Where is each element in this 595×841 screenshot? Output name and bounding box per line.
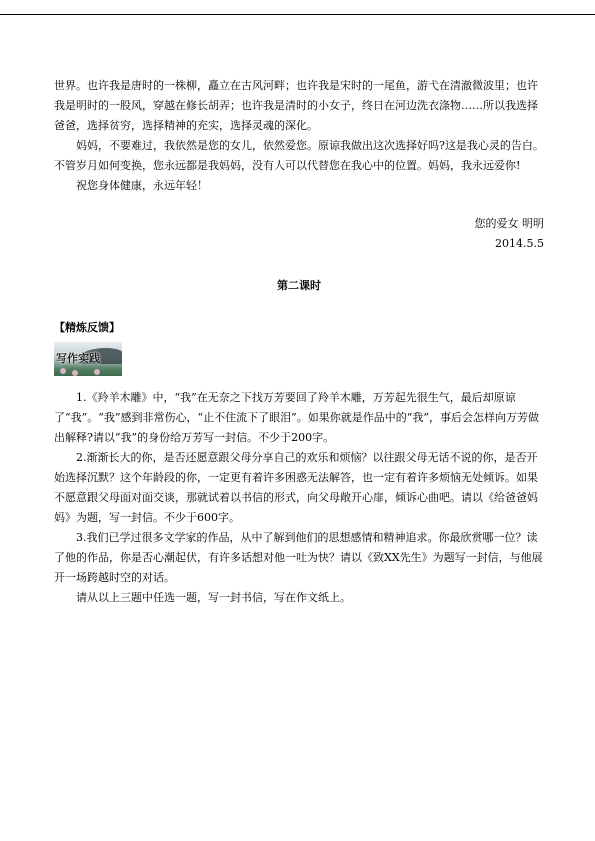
lesson-title: 第二课时: [277, 279, 321, 292]
banner-flower-shape: [94, 369, 100, 375]
writing-practice-banner-image: [54, 342, 122, 376]
banner-flower-shape: [60, 368, 66, 374]
writing-task: 3.我们已学过很多文学家的作品，从中了解到他们的思想感情和精神追求。你最欣赏哪一位？读了他的作品，你是否心潮起伏，有许多话想对他一吐为快？请以《致XX先生》为题写一封信，与他展开一场跨越时空的对话。: [54, 531, 543, 584]
letter-paragraph: 世界。也许我是唐时的一株柳，矗立在古风河畔；也许我是宋时的一尾鱼，游弋在清澈微波里；也许我是明时的一股风，穿越在修长胡弄；也许我是清时的小女子，终日在河边洗衣涤物……所以我选择爸爸，选择贫穷，选择精神的充实，选择灵魂的深化。: [54, 79, 538, 132]
writing-instruction: 请从以上三题中任选一题，写一封书信，写在作文纸上。: [76, 591, 351, 604]
header-rule: [0, 14, 595, 15]
letter-signature: 您的爱女 明明: [474, 217, 544, 230]
writing-task: 1.《羚羊木雕》中，“我”在无奈之下找万芳要回了羚羊木雕，万芳起先很生气，最后却原谅了“我”。“我”感到非常伤心，“止不住流下了眼泪”。如果你就是作品中的“我”，事后会怎样向万芳做出解释?请以“我”的身份给万芳写一封信。不少于200字。: [54, 391, 539, 444]
banner-text: 写作实践: [56, 352, 100, 365]
letter-paragraph: 妈妈，不要难过，我依然是您的女儿，依然爱您。原谅我做出这次选择好吗?这是我心灵的告白。不管岁月如何变换，您永远都是我妈妈，没有人可以代替您在我心中的位置。妈妈，我永远爱你!: [54, 139, 544, 172]
writing-task: 2.渐渐长大的你，是否还愿意跟父母分享自己的欢乐和烦恼？以往跟父母无话不说的你，是否开始选择沉默？这个年龄段的你，一定更有着许多困惑无法解答，也一定有着许多烦恼无处倾诉。如果不愿意跟父母面对面交谈，那就试着以书信的形式，向父母敞开心扉，倾诉心曲吧。请以《给爸爸妈妈》为题，写一封信。不少于600字。: [54, 451, 538, 524]
letter-date: 2014.5.5: [495, 237, 544, 250]
letter-closing: 祝您身体健康，永远年轻！: [76, 179, 208, 192]
section-label: 【精炼反馈】: [54, 321, 120, 334]
document-body: [54, 76, 544, 608]
banner-flower-shape: [72, 370, 78, 376]
